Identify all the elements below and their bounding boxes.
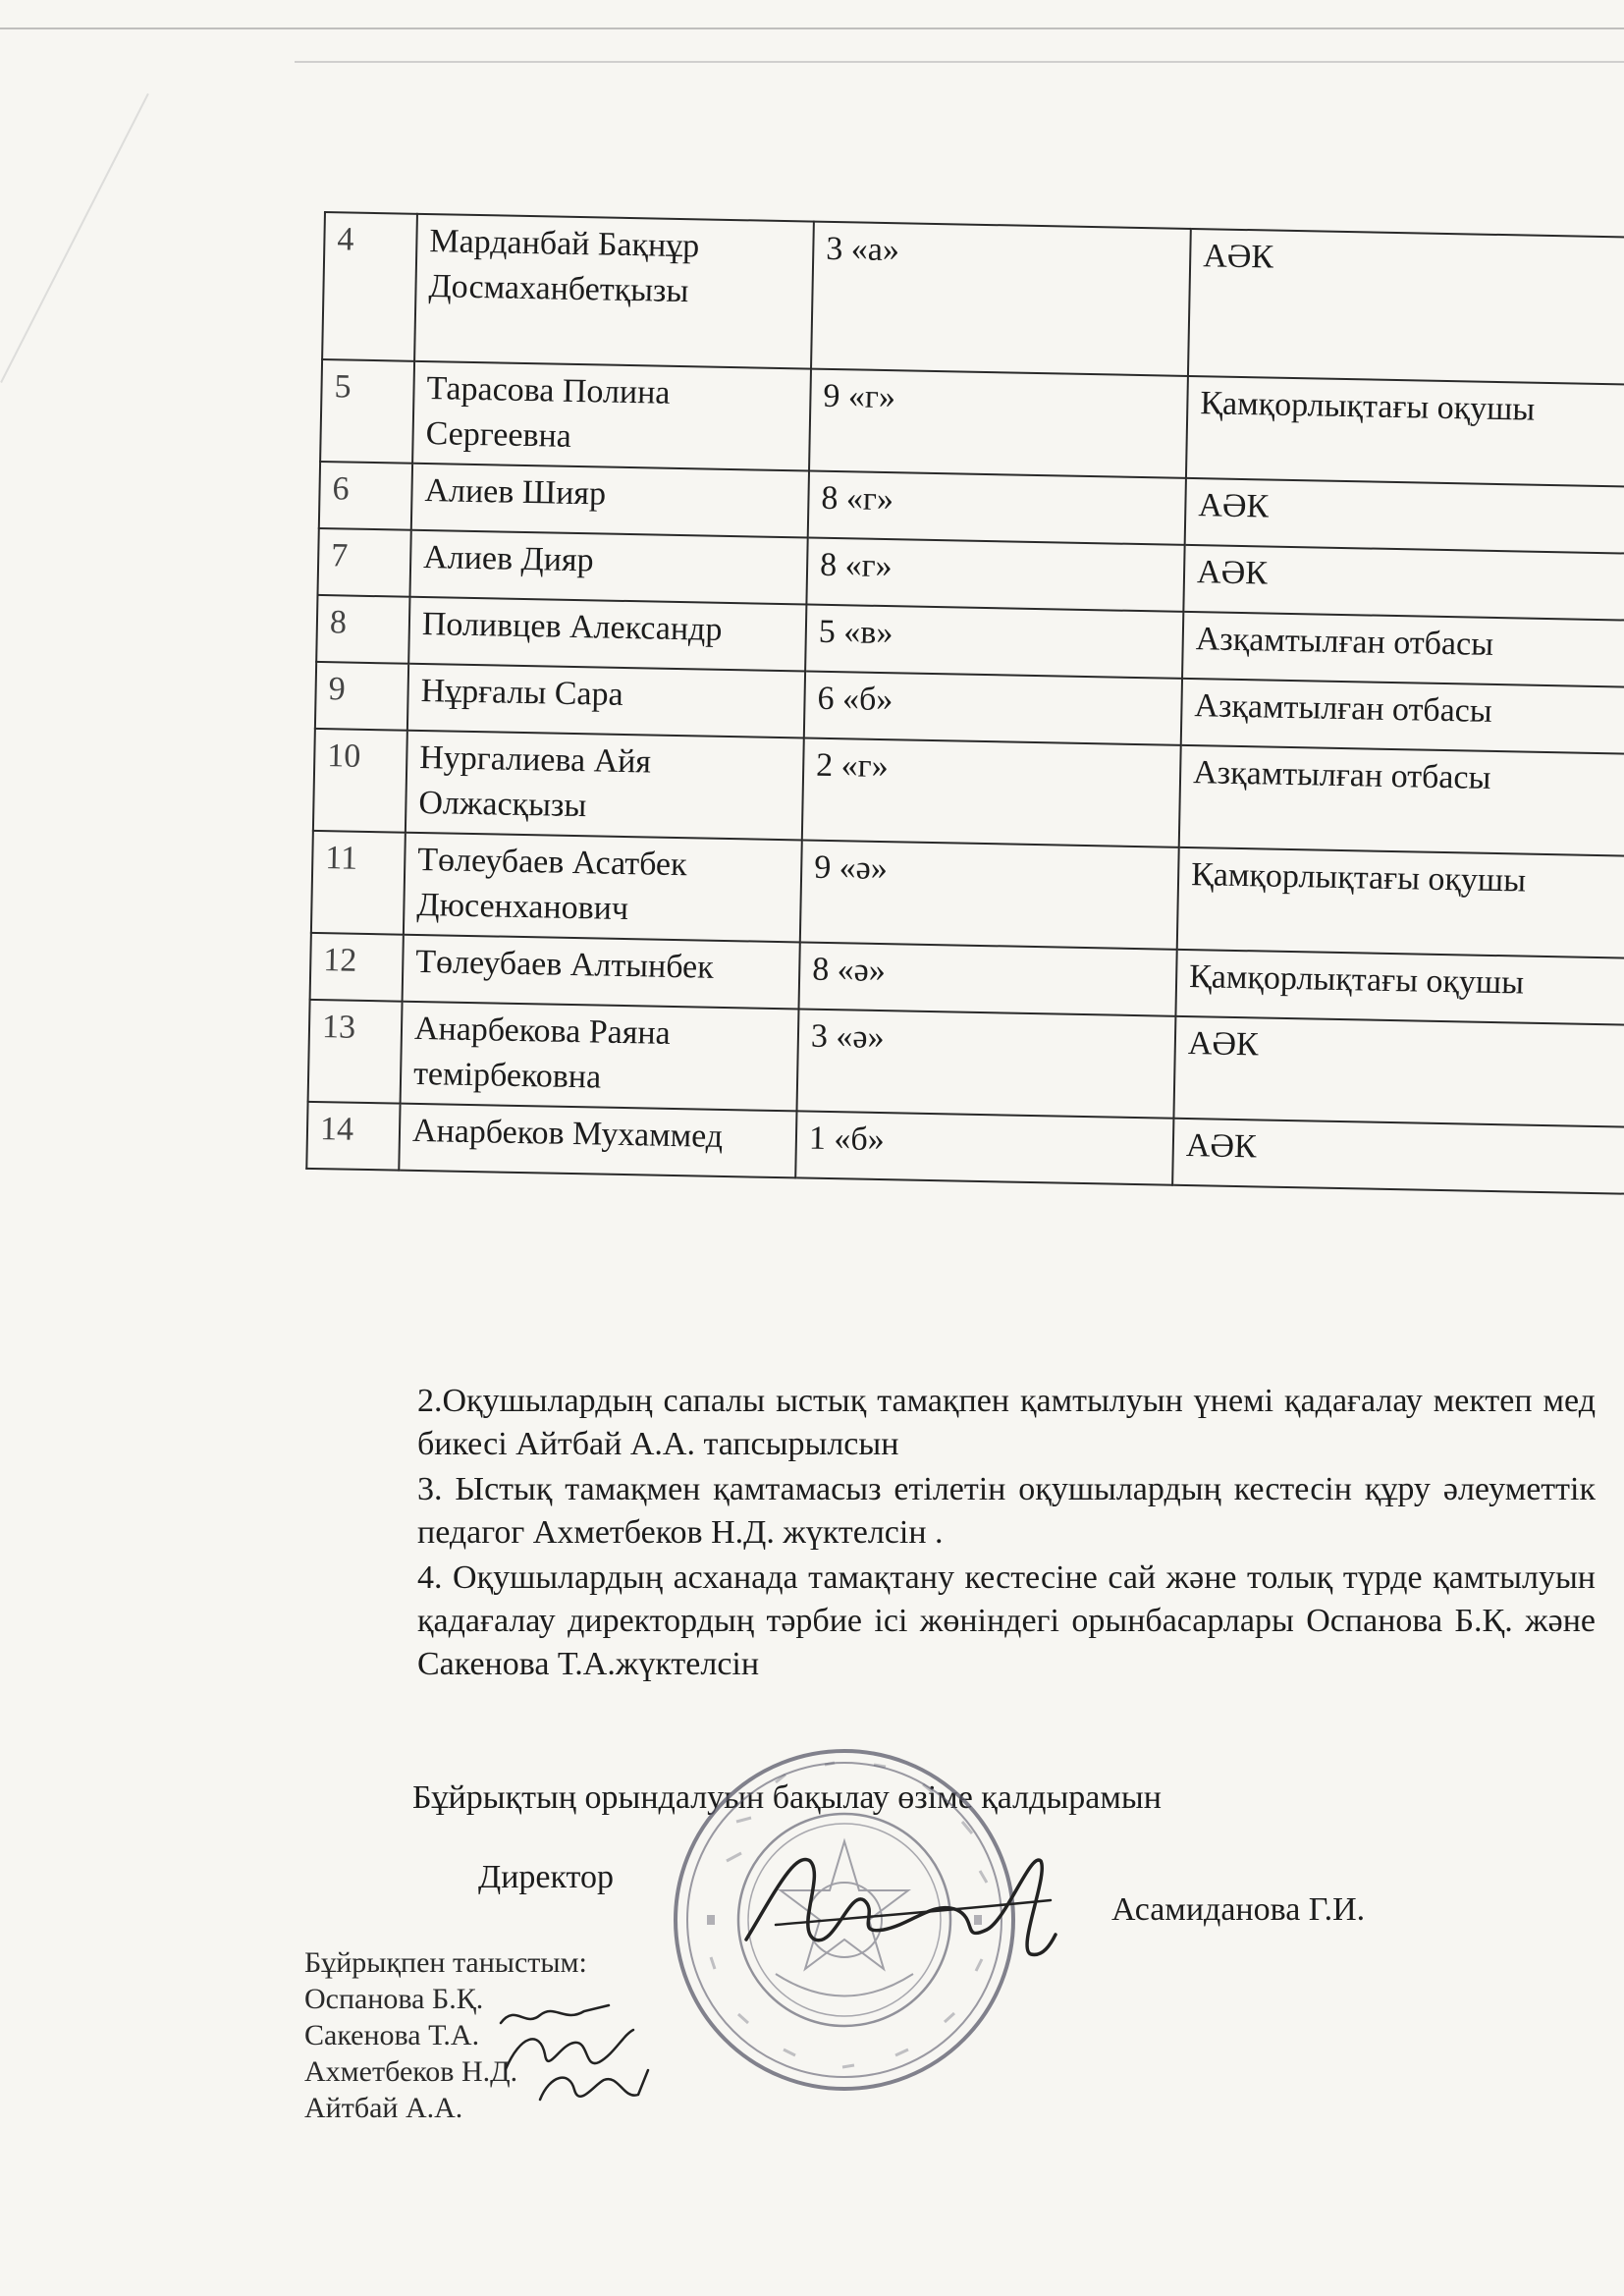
student-category: АӘК [1183, 545, 1624, 622]
order-item-2: 2.Оқушылардың сапалы ыстық тамақпен қамтылуын үнемі қадағалау мектеп мед бикесі Айтбай А.А. тапсырылсын [417, 1383, 1596, 1462]
director-name: Асамиданова Г.И. [1111, 1891, 1366, 1928]
acquaintance-title: Бұйрықпен таныстым: [304, 1946, 587, 1979]
acquainted-name: Оспанова Б.Қ. [304, 1983, 484, 2015]
student-category: Азқамтылған отбасы [1181, 679, 1624, 755]
control-statement: Бұйрықтың орындалуын бақылау өзіме қалдырамын [412, 1779, 1162, 1816]
student-category: АӘК [1185, 478, 1624, 555]
student-name: Алиев Шияр [411, 464, 809, 538]
student-class: 5 «в» [805, 605, 1183, 679]
row-number: 5 [320, 359, 414, 464]
order-item-4: 4. Оқушылардың асханада тамақтану кестесіне сай және толық түрде қамтылуын қадағалау директордың тәрбие ісі жөніндегі орынбасарлары Оспанова Б.Қ. және Сакенова Т.А.жүктелсін [417, 1559, 1596, 1682]
student-class: 8 «г» [808, 471, 1186, 545]
order-item-3: 3. Ыстық тамақмен қамтамасыз етілетін оқушылардың кестесін құру әлеуметтік педагог Ахметбеков Н.Д. жүктелсін . [417, 1471, 1596, 1551]
students-table-wrapper [305, 211, 1619, 1194]
student-name: Анарбеков Мухаммед [399, 1104, 796, 1178]
student-class: 9 «ә» [800, 840, 1179, 949]
row-number: 11 [311, 831, 406, 935]
student-class: 3 «ә» [796, 1009, 1175, 1118]
students-table [305, 211, 1624, 1196]
student-category: АӘК [1188, 229, 1624, 386]
student-category: Қамқорлықтағы оқушы [1186, 376, 1624, 488]
signature-akhmetbekov [535, 2060, 653, 2114]
student-class: 3 «а» [811, 222, 1191, 376]
student-category: АӘК [1172, 1119, 1624, 1195]
director-label: Директор [478, 1859, 614, 1895]
student-class: 8 «ә» [798, 942, 1176, 1015]
row-number: 13 [308, 1000, 403, 1104]
student-category: Азқамтылған отбасы [1179, 745, 1624, 857]
student-name: Нұрғалы Сара [407, 664, 805, 738]
row-number: 9 [315, 662, 408, 731]
director-signature [736, 1831, 1060, 1969]
row-number: 6 [319, 462, 412, 530]
student-name: Нургалиева Айя Олжасқызы [406, 731, 804, 841]
row-number: 8 [316, 595, 409, 664]
row-number: 12 [310, 933, 404, 1002]
student-name: Поливцев Александр [408, 597, 806, 672]
student-class: 1 «б» [795, 1111, 1173, 1184]
student-class: 8 «г» [806, 538, 1184, 612]
student-name: Тарасова Полина Сергеевна [412, 361, 811, 471]
acquainted-name: Ахметбеков Н.Д. [304, 2055, 518, 2088]
student-class: 9 «г» [809, 369, 1188, 478]
student-name: Төлеубаев Алтынбек [403, 935, 800, 1010]
student-name: Марданбай Бақнұр Досмаханбетқызы [414, 214, 814, 369]
row-number: 7 [317, 528, 410, 597]
order-items [417, 1380, 1596, 1688]
student-class: 2 «г» [802, 738, 1181, 847]
student-category: АӘК [1173, 1016, 1624, 1128]
student-name: Төлеубаев Асатбек Дюсенханович [404, 833, 802, 943]
student-category: Қамқорлықтағы оқушы [1177, 847, 1624, 959]
student-category: Қамқорлықтағы оқушы [1175, 950, 1624, 1026]
row-number: 4 [322, 212, 417, 361]
acquainted-name: Айтбай А.А. [304, 2092, 463, 2124]
student-name: Алиев Дияр [409, 530, 807, 605]
student-name: Анарбекова Раяна темірбековна [401, 1002, 799, 1112]
student-category: Азқамтылған отбасы [1182, 612, 1624, 688]
row-number: 14 [306, 1102, 400, 1171]
table-row [322, 212, 1624, 386]
student-class: 6 «б» [804, 671, 1182, 744]
row-number: 10 [313, 729, 407, 833]
acquainted-name: Сакенова Т.А. [304, 2019, 480, 2051]
